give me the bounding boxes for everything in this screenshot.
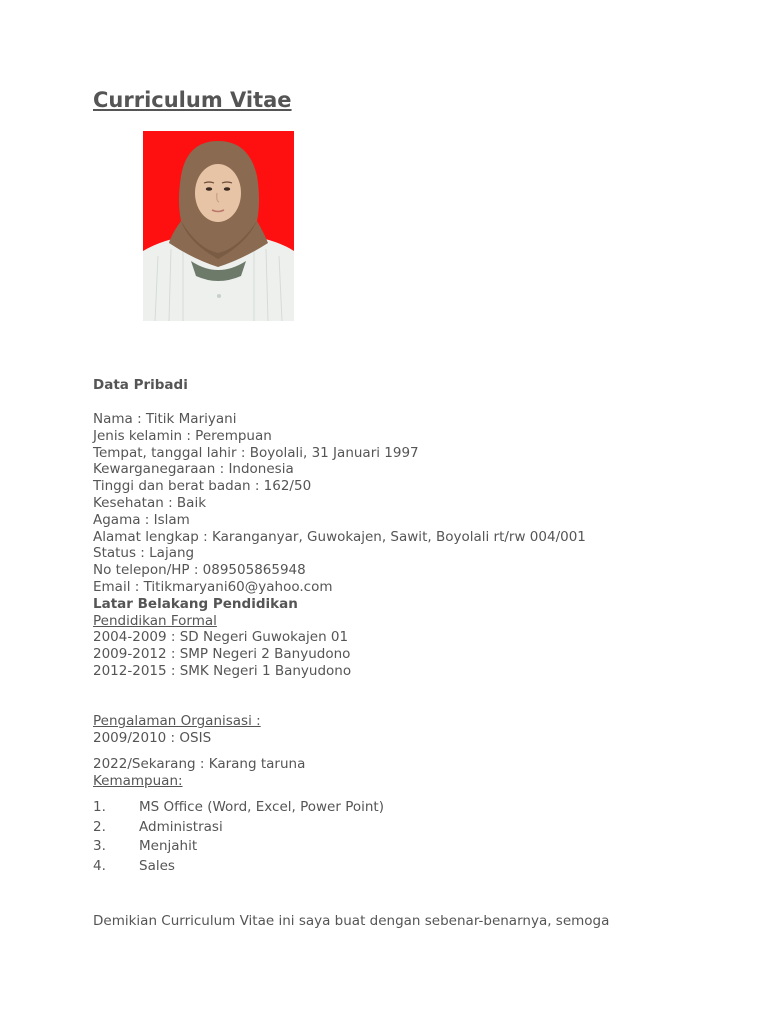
organization-item: 2009/2010 : OSIS: [93, 730, 212, 746]
religion-line: Agama : Islam: [93, 511, 190, 528]
education-item: 2012-2015 : SMK Negeri 1 Banyudono: [93, 662, 352, 679]
formal-education-subheading: Pendidikan Formal: [93, 612, 217, 629]
gender-line: Jenis kelamin : Perempuan: [93, 427, 272, 444]
profile-photo: [143, 131, 294, 321]
address-line: Alamat lengkap : Karanganyar, Guwokajen, Sawit, Boyolali rt/rw 004/001: [93, 528, 586, 545]
page-title: Curriculum Vitae: [93, 88, 292, 112]
skill-text: Menjahit: [139, 838, 198, 854]
education-item: 2004-2009 : SD Negeri Guwokajen 01: [93, 629, 349, 646]
skill-text: Sales: [139, 857, 175, 874]
skills-list: [93, 799, 384, 877]
nationality-line: Kewarganegaraan : Indonesia: [93, 461, 294, 478]
list-number: 3.: [93, 838, 106, 854]
personal-data-heading: Data Pribadi: [93, 377, 188, 393]
closing-statement: Demikian Curriculum Vitae ini saya buat dengan sebenar-benarnya, semoga: [93, 913, 610, 929]
list-number: 1.: [93, 799, 106, 815]
status-line: Status : Lajang: [93, 545, 195, 562]
organization-item: 2022/Sekarang : Karang taruna: [93, 756, 306, 772]
skills-heading: Kemampuan:: [93, 773, 183, 789]
name-line: Nama : Titik Mariyani: [93, 411, 237, 427]
list-item: [93, 799, 384, 819]
list-item: [93, 819, 384, 839]
height-weight-line: Tinggi dan berat badan : 162/50: [93, 478, 312, 495]
skill-text: Administrasi: [139, 818, 223, 835]
list-number: 2.: [93, 818, 106, 835]
health-line: Kesehatan : Baik: [93, 494, 207, 511]
email-line: Email : Titikmaryani60@yahoo.com: [93, 578, 333, 595]
organization-heading: Pengalaman Organisasi :: [93, 713, 261, 729]
list-item: [93, 838, 384, 858]
personal-data-list: [93, 411, 586, 680]
education-item: 2009-2012 : SMP Negeri 2 Banyudono: [93, 646, 351, 663]
birth-line: Tempat, tanggal lahir : Boyolali, 31 Januari 1997: [93, 444, 419, 461]
education-heading: Latar Belakang Pendidikan: [93, 595, 298, 612]
list-number: 4.: [93, 857, 106, 874]
phone-line: No telepon/HP : 089505865948: [93, 562, 306, 579]
list-item: [93, 858, 384, 878]
skill-text: MS Office (Word, Excel, Power Point): [139, 799, 384, 815]
